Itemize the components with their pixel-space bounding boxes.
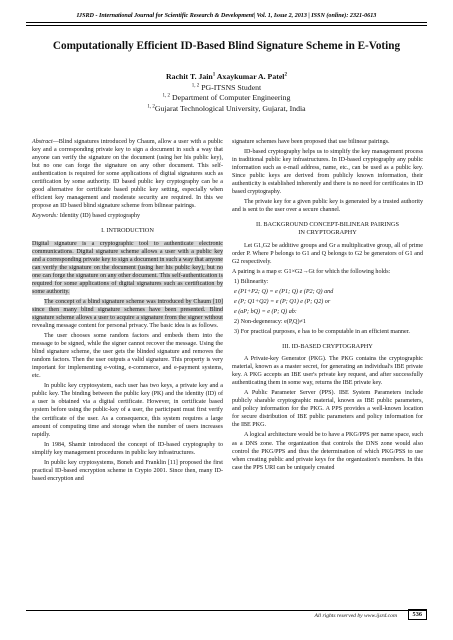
author-2-sup: 2 (284, 72, 287, 78)
intro-paragraph-4: In public key cryptosystem, each user has two keys, a private key and a public key. The binding between the public key (PK) and the identity (ID) of a user is obtained via a digital certificate. However, in certificate based system before using the public-key of a user, the participant must first verify the certificate of the user. As a consequence, this system requires a large amount of computing time and storage when the number of users increases rapidly. (32, 383, 223, 438)
architecture-paragraph: A logical architecture would be to have a PKG/PPS per name space, such as a DNS zone. The organization that controls the DNS zone would also control the PKG/PPS and thus the determination of which PKG/PSS to use when creating public and private keys for the organization's members. In this case the PPS URI can be uniquely created (232, 432, 423, 471)
intro-paragraph-1 (32, 240, 223, 296)
equation-2: e (P; Q1+Q2) = e (P; Q1) e (P; Q2) or (234, 298, 331, 305)
author-role (0, 83, 453, 94)
intro-paragraph-6: In public key cryptosystems, Boneh and Franklin [11] proposed the first practical ID-based encryption scheme in Crypto 2001. Since then, many ID-based encryption and (32, 459, 223, 482)
role-sup: 1, 2 (191, 83, 200, 88)
property-non-degeneracy: 2) Non-degeneracy: e(P,Q)≠1 (234, 318, 306, 325)
keywords-label: Keywords: (32, 213, 59, 220)
author-1: Rachit T. Jain (166, 72, 213, 81)
footer-text: All rights reserved by www.ijsrd.com (314, 613, 397, 619)
property-computable: 3) For practical purposes, e has to be computable in an efficient manner. (234, 328, 410, 335)
author-block (0, 72, 453, 114)
abstract-label: Abstract (32, 139, 53, 145)
equation-3: e (aP; bQ) = e (P; Q) ab: (234, 308, 297, 315)
highlighted-text: Digital signature is a cryptographic tool to authenticate electronic communications. Digital signature scheme allows a user with a public key and a corresponding private key to sign a document in such a way that anyone can verify the signature on the document (using her his public key), but no one can forge the signature on any other document. This self-authentication is required for some applications of digital signatures such as certification by some authority. (32, 240, 223, 295)
header-rule (26, 22, 427, 23)
author-2: Axaykumar A. Patel (216, 72, 285, 81)
role-text: PG-ITSNS Student (201, 82, 262, 92)
right-paragraph-2: ID-based cryptography helps us to simplify the key management process in traditional public key infrastructures. In ID-based cryptography any public information such as e-mail address, name, etc., can be used as a public key. Since public keys are derived from publicly known information, their authenticity is established inherently and there is no need for certificates in ID based cryptography. (232, 149, 423, 196)
left-column (32, 138, 223, 485)
section-heading-id-based: III. ID-BASED CRYPTOGRAPHY (282, 342, 373, 350)
author-names (0, 72, 453, 83)
abstract-text: —Blind signatures introduced by Chaum, allow a user with a public key and a corresponding private key to sign a document in such a way that anyone can verify the signature on the document (using her his public key), but no one can forge the signature on any other document. This self-authentication is required for some applications of digital signatures such as certification by some authority. ID based public key cryptography can be a good alternative for certificate based public key setting, especially when efficient key management and moderate security are required. In this we propose an ID based blind signature scheme from bilinear pairings. (32, 139, 223, 210)
right-paragraph-1: signature schemes have been proposed that use bilinear pairings. (232, 139, 390, 145)
intro-paragraph-2-rest: revealing message content for personal privacy. The basic idea is as follows. (32, 322, 219, 329)
keywords-text: Identity (ID) based cryptography (58, 213, 141, 220)
pps-paragraph: A Public Parameter Server (PPS). IBE System Parameters include publicly sharable cryptographic material, known as IBE public parameters, and policy information for the PKG. A PPS provides a well-known location for secure distribution of IBE public parameters and policy information for the IBE PKG. (232, 390, 423, 429)
intro-paragraph-2 (32, 298, 223, 330)
intro-paragraph-3: The user chooses some random factors and embeds them into the message to be signed, while the signer cannot recover the message. Using the blind signature scheme, the user gets the blinded signature and removes the random factors. Then the user outputs a valid signature. This property is very important for implementing e-voting, e-commerce, and e-payment systems, etc. (32, 333, 223, 380)
author-department (0, 93, 453, 104)
right-column (232, 138, 423, 474)
highlighted-text-2: The concept of a blind signature scheme was introduced by Chaum [10] since then many blind signature schemes have been presented. Blind signature scheme allows a user to acquire a signature from the signer without (32, 298, 223, 321)
property-bilinearity: 1) Bilinearity: (234, 278, 269, 285)
pkg-paragraph: A Private-key Generator (PKG). The PKG contains the cryptographic material, known as a master secret, for generating an individual's IBE private key. A PKG accepts an IBE user's private key request, and after successfully authenticating them in some way, returns the IBE private key. (232, 356, 423, 387)
section-heading-background: II. BACKGROUND CONCEPT-BILINEAR PAIRINGS (256, 221, 399, 229)
dept-sup: 1, 2 (162, 93, 171, 99)
pairing-definition: A pairing is a map e: G1×G2→Gt for which the following holds: (232, 268, 391, 275)
dept-text: Department of Computer Engineering (172, 93, 291, 103)
intro-paragraph-5: In 1984, Shamir introduced the concept of ID-based cryptography to simplify key management procedures in public key infrastructures. (32, 441, 223, 456)
header-rule-thin (26, 25, 427, 26)
pairing-paragraph: Let G1,G2 be additive groups and Gr a multiplicative group, all of prime order P. Where P belongs to G1 and Q belongs to G2 be generators of G1 and G2 respectively. (232, 242, 423, 265)
author-1-sup: 1 (212, 72, 216, 78)
inst-sup: 1, 2 (147, 104, 155, 110)
journal-header: IJSRD - International Journal for Scientific Research & Development| Vol. 1, Issue 2, 2013 | ISSN (online): 2321-0613 (76, 13, 377, 19)
section-heading-introduction: I. INTRODUCTION (101, 227, 154, 235)
section-heading-background-line2: IN CRYPTOGRAPHY (298, 229, 357, 237)
equation-1: e (P1+P2; Q) = e (P1; Q) e (P2; Q) and (234, 288, 334, 295)
right-paragraph-3: The private key for a given public key is generated by a trusted authority and is sent to the user over a secure channel. (232, 199, 423, 214)
paper-title: Computationally Efficient ID-Based Blind Signature Scheme in E-Voting (52, 40, 401, 52)
footer-rule (26, 610, 427, 611)
abstract (32, 138, 223, 210)
inst-text: Gujarat Technological University, Gujarat, India (154, 103, 306, 113)
page-number: 536 (408, 609, 427, 620)
author-institution (0, 104, 453, 115)
keywords (32, 212, 223, 220)
